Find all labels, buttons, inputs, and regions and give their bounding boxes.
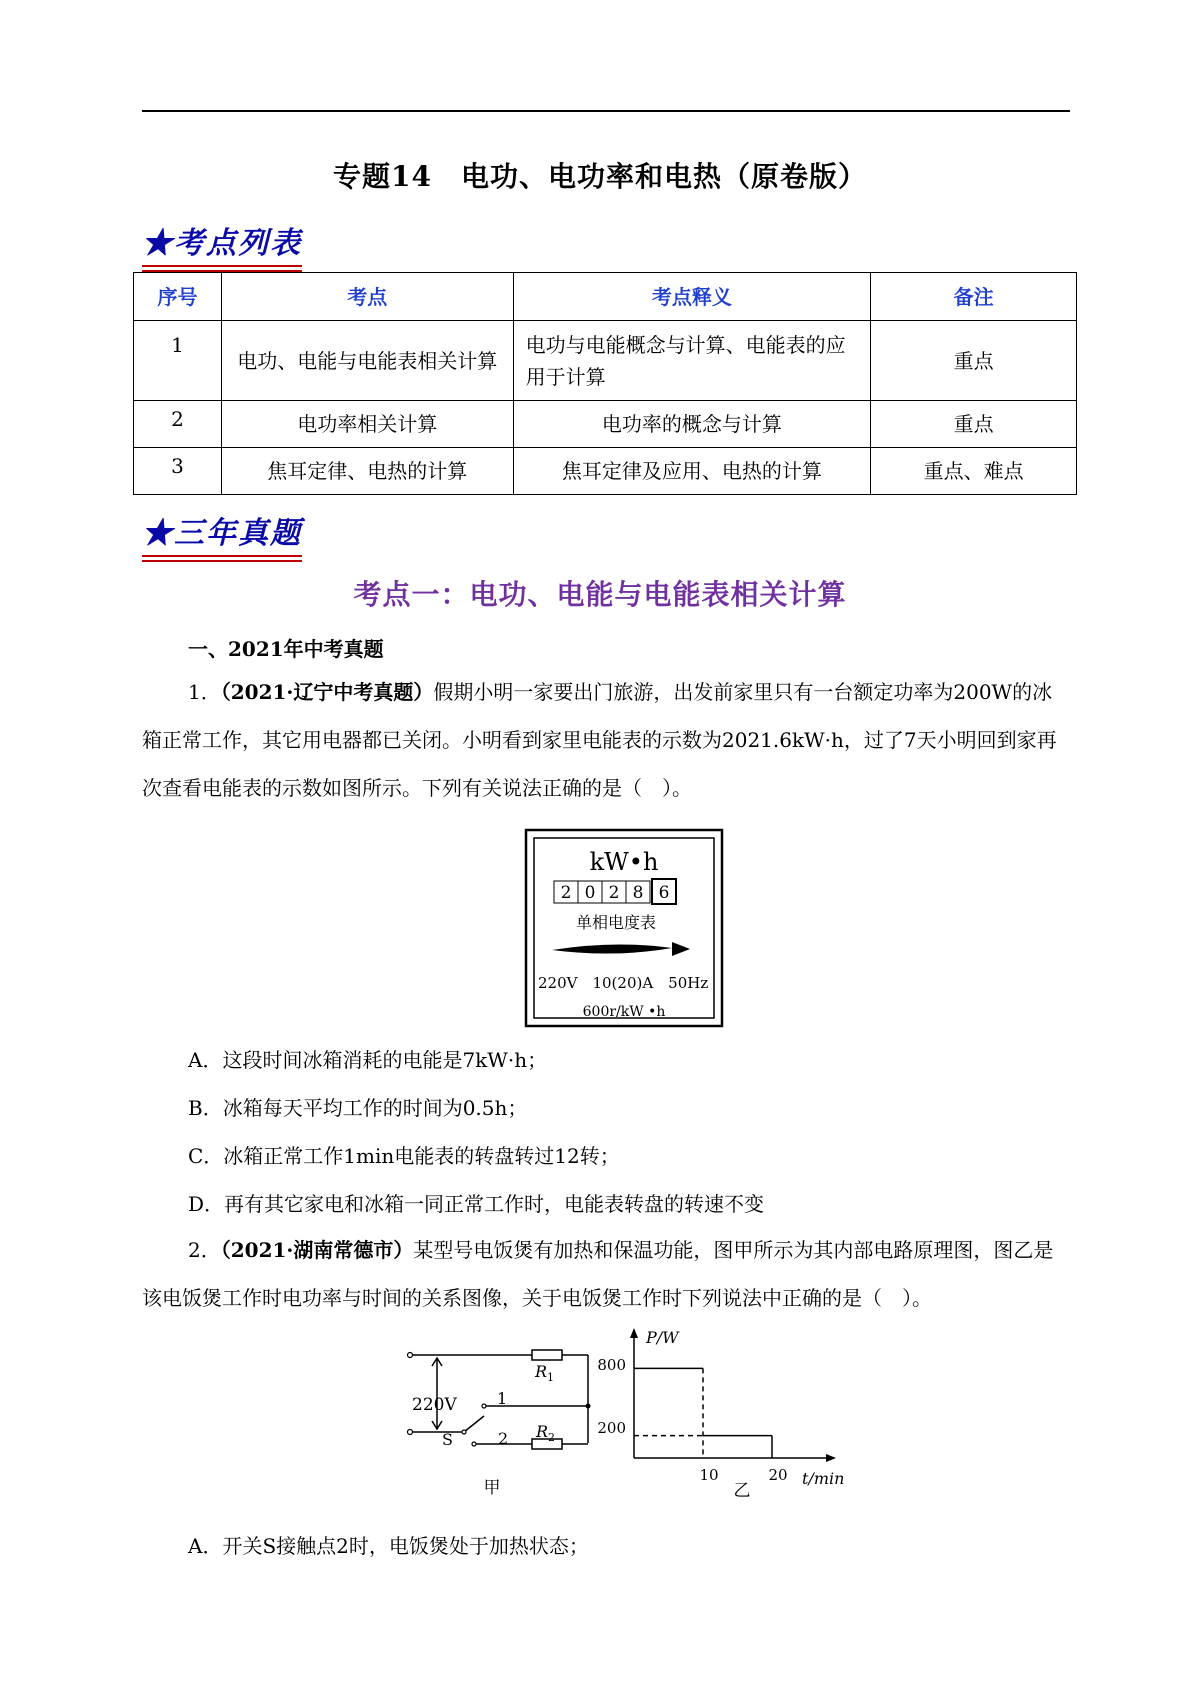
section-heading-text: ★考点列表	[142, 226, 302, 261]
table-row	[134, 401, 1077, 448]
cell-no: 1	[134, 321, 222, 401]
option-b: B．冰箱每天平均工作的时间为0.5h；	[188, 1096, 528, 1120]
top-rule	[142, 110, 1070, 112]
meter-unit: kW•h	[589, 848, 659, 876]
cell-no: 3	[134, 448, 222, 495]
question-1	[142, 668, 1072, 812]
meter-name: 单相电度表	[575, 913, 657, 932]
table-row	[134, 321, 1077, 401]
year-subheading: 一、2021年中考真题	[188, 637, 384, 661]
circuit-diagram	[402, 1340, 602, 1500]
x-tick-label: 10	[699, 1466, 719, 1484]
cell-note: 重点	[871, 401, 1077, 448]
electricity-meter-figure	[524, 828, 724, 1028]
question-number: 2．	[188, 1238, 221, 1262]
x-tick-label: 20	[768, 1466, 788, 1484]
cell-desc: 电功与电能概念与计算、电能表的应用于计算	[513, 321, 871, 401]
option-a: A．开关S接触点2时，电饭煲处于加热状态；	[188, 1534, 589, 1558]
contact-2-label: 2	[498, 1429, 509, 1448]
cell-point: 电功率相关计算	[221, 401, 513, 448]
meter-constant: 600r/kW •h	[582, 1004, 666, 1020]
table-row	[134, 448, 1077, 495]
figure-caption-yi: 乙	[733, 1481, 751, 1501]
cell-desc: 焦耳定律及应用、电热的计算	[513, 448, 871, 495]
meter-digits	[554, 879, 676, 904]
switch-label: S	[442, 1430, 453, 1449]
points-table	[133, 272, 1077, 495]
question-source: （2021·湖南常德市）	[220, 1238, 414, 1262]
col-header: 备注	[871, 273, 1077, 321]
col-header: 序号	[134, 273, 222, 321]
question-2	[142, 1226, 1072, 1322]
meter-digit: 8	[632, 883, 644, 903]
option-d: D．再有其它家电和冰箱一同正常工作时，电能表转盘的转速不变	[188, 1192, 765, 1216]
meter-specs: 220V 10(20)A 50Hz	[538, 974, 709, 992]
table-header-row	[134, 273, 1077, 321]
question-text: 某型号电饭煲有加热和保温功能，图甲所示为其内部电路原理图，图乙是该电饭煲工作时电功率与时间的关系图像，关于电饭煲工作时下列说法中正确的是（ ）。	[142, 1238, 1054, 1310]
power-time-graph	[597, 1322, 846, 1502]
question-text: 假期小明一家要出门旅游，出发前家里只有一台额定功率为200W的冰箱正常工作，其它用电器都已关闭。小明看到家里电能表的示数为2021.6kW·h，过了7天小明回到家再次查看电能表的示数如图所示。下列有关说法正确的是（ ）。	[142, 680, 1057, 800]
kaodian-heading: 考点一：电功、电能与电能表相关计算	[353, 578, 847, 611]
y-axis-label: P/W	[646, 1328, 679, 1347]
section-heading-exams	[142, 508, 302, 552]
question-number: 1．	[188, 680, 221, 704]
cell-point: 电功、电能与电能表相关计算	[221, 321, 513, 401]
resistor-r1	[532, 1350, 562, 1360]
y-tick-label: 800	[597, 1356, 626, 1374]
r1-subscript: 1	[547, 1371, 554, 1384]
figure-caption-jia: 甲	[483, 1478, 501, 1498]
switch-blade	[464, 1416, 484, 1432]
section-heading-text: ★三年真题	[142, 516, 302, 551]
r1-label: R	[535, 1362, 548, 1381]
r2-subscript: 2	[548, 1431, 555, 1444]
r2-label: R	[536, 1422, 549, 1441]
cell-no: 2	[134, 401, 222, 448]
cell-point: 焦耳定律、电热的计算	[221, 448, 513, 495]
graph-axes	[630, 1328, 836, 1462]
meter-digit: 2	[608, 883, 620, 903]
contact-1-label: 1	[497, 1389, 508, 1408]
section-heading-points	[142, 218, 302, 262]
col-header: 考点	[221, 273, 513, 321]
rotation-arrow-icon	[552, 942, 690, 956]
option-a: A．这段时间冰箱消耗的电能是7kW·h；	[188, 1048, 548, 1072]
cell-desc: 电功率的概念与计算	[513, 401, 871, 448]
col-header: 考点释义	[513, 273, 871, 321]
y-tick-label: 200	[597, 1419, 626, 1437]
meter-digit: 0	[584, 883, 596, 903]
x-axis-label: t/min	[802, 1469, 845, 1488]
meter-digit: 6	[658, 883, 670, 903]
page-title: 专题14 电功、电功率和电热（原卷版）	[333, 160, 867, 193]
option-c: C．冰箱正常工作1min电能表的转盘转过12转；	[188, 1144, 620, 1168]
cell-note: 重点	[871, 321, 1077, 401]
meter-digit: 2	[560, 883, 572, 903]
cell-note: 重点、难点	[871, 448, 1077, 495]
question-source: （2021·辽宁中考真题）	[220, 680, 434, 704]
voltage-label: 220V	[412, 1395, 457, 1415]
